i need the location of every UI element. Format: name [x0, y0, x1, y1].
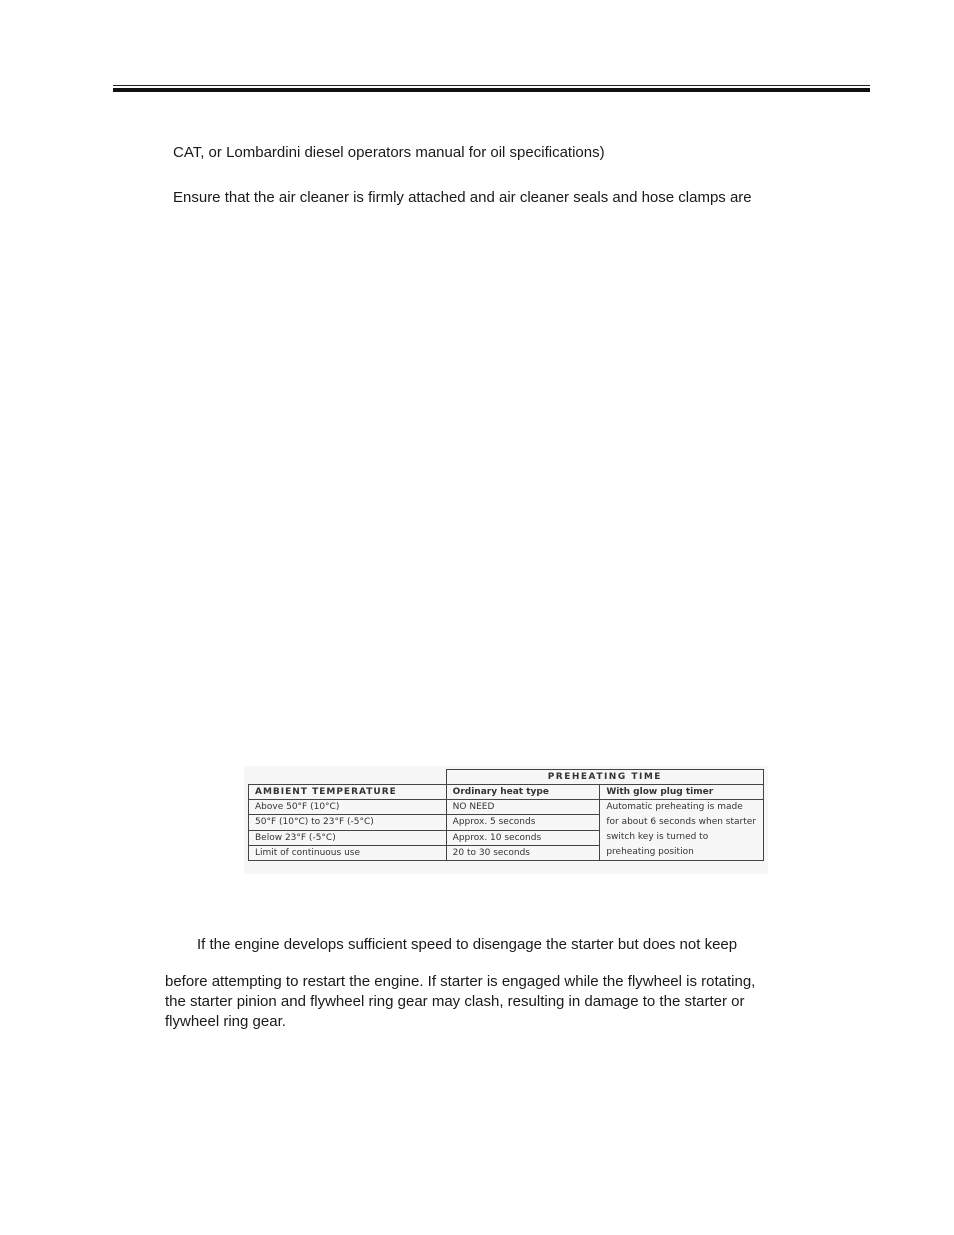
- preheating-time-header: PREHEATING TIME: [446, 770, 763, 785]
- table-row: [249, 785, 764, 800]
- preheating-table: [248, 769, 764, 861]
- table-row: [249, 800, 764, 815]
- text-line-air-cleaner: Ensure that the air cleaner is firmly attached and air cleaner seals and hose clamps are: [173, 189, 752, 206]
- text-line-oil-spec: CAT, or Lombardini diesel operators manual for oil specifications): [173, 144, 605, 161]
- paragraph-line: before attempting to restart the engine. If starter is engaged while the flywheel is rotating,: [165, 973, 756, 990]
- paragraph-line: the starter pinion and flywheel ring gear may clash, resulting in damage to the starter or: [165, 993, 745, 1010]
- glow-plug-header: With glow plug timer: [600, 785, 764, 800]
- table-cell: 20 to 30 seconds: [446, 845, 600, 860]
- table-cell: NO NEED: [446, 800, 600, 815]
- table-cell: Approx. 10 seconds: [446, 830, 600, 845]
- header-rule-thick: [113, 88, 870, 92]
- paragraph-line: flywheel ring gear.: [165, 1013, 286, 1030]
- ambient-temperature-header: AMBIENT TEMPERATURE: [249, 785, 447, 800]
- table-cell: Approx. 5 seconds: [446, 815, 600, 830]
- table-row: [249, 770, 764, 785]
- header-rule-thin: [113, 85, 870, 86]
- table-cell: Below 23°F (-5°C): [249, 830, 447, 845]
- table-cell: 50°F (10°C) to 23°F (-5°C): [249, 815, 447, 830]
- preheating-table-figure: [244, 766, 768, 874]
- starter-warning-paragraph: [165, 972, 805, 1032]
- text-line-engine-speed: If the engine develops sufficient speed to disengage the starter but does not keep: [197, 936, 738, 953]
- table-cell: Above 50°F (10°C): [249, 800, 447, 815]
- table-cell: Limit of continuous use: [249, 845, 447, 860]
- ordinary-heat-header: Ordinary heat type: [446, 785, 600, 800]
- glow-plug-note: Automatic preheating is made for about 6 seconds when starter switch key is turned to preheating position: [600, 800, 764, 861]
